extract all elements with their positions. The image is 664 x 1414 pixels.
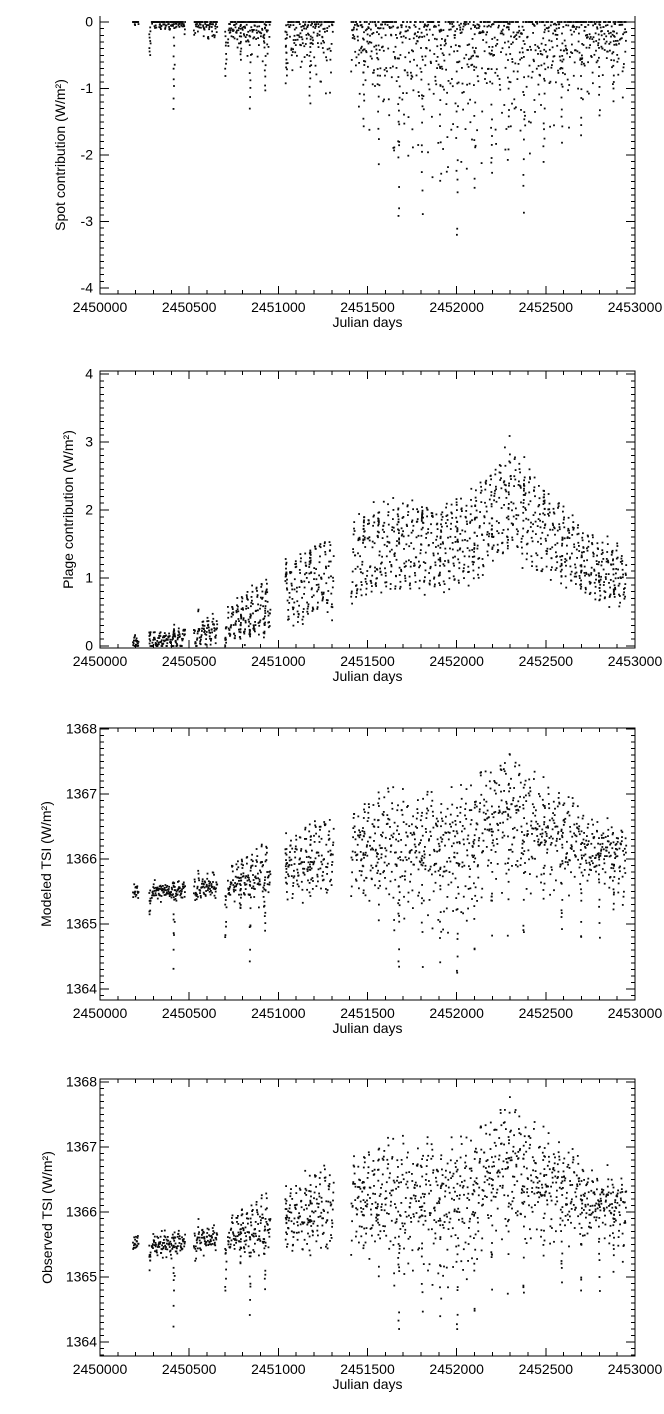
y-tick-label: 1364 xyxy=(66,1334,97,1350)
panel-modeled xyxy=(38,721,662,1037)
y-tick-label: 0 xyxy=(85,14,93,30)
y-axis-title: Modeled TSI (W/m²) xyxy=(38,801,54,927)
y-tick-label: 3 xyxy=(85,434,93,450)
scatter-points-observed xyxy=(132,1096,627,1330)
x-tick-label: 2451500 xyxy=(340,653,395,669)
x-tick-label: 2451000 xyxy=(251,299,306,315)
y-tick-label: 1367 xyxy=(66,1139,97,1155)
x-tick-label: 2453000 xyxy=(608,1005,663,1021)
panel-spot xyxy=(52,14,662,331)
x-tick-label: 2450500 xyxy=(162,1361,217,1377)
x-axis-title: Julian days xyxy=(332,1020,402,1036)
x-tick-label: 2450000 xyxy=(73,1361,128,1377)
x-tick-label: 2452500 xyxy=(519,1005,574,1021)
x-axis-title: Julian days xyxy=(332,1376,402,1392)
y-tick-label: 0 xyxy=(85,638,93,654)
y-tick-label: 1 xyxy=(85,570,93,586)
x-tick-label: 2452000 xyxy=(429,1361,484,1377)
x-tick-label: 2453000 xyxy=(608,1361,663,1377)
tsi-four-panel-figure xyxy=(40,16,664,1398)
x-tick-label: 2450500 xyxy=(162,653,217,669)
ticks xyxy=(100,1079,635,1356)
scatter-points-modeled xyxy=(132,753,627,973)
panel-plage xyxy=(60,366,662,685)
y-tick-label: 1368 xyxy=(66,1074,97,1090)
y-tick-label: 1368 xyxy=(66,721,97,737)
x-tick-label: 2452000 xyxy=(429,653,484,669)
ticks xyxy=(100,728,635,1000)
x-tick-label: 2450500 xyxy=(162,1005,217,1021)
x-tick-label: 2451000 xyxy=(251,1361,306,1377)
axes-frame xyxy=(100,1079,635,1356)
x-tick-label: 2452500 xyxy=(519,1361,574,1377)
y-tick-label: -1 xyxy=(81,80,94,96)
x-tick-label: 2452500 xyxy=(519,653,574,669)
x-tick-label: 2450000 xyxy=(73,653,128,669)
x-tick-label: 2452000 xyxy=(429,299,484,315)
x-axis-title: Julian days xyxy=(332,314,402,330)
y-tick-label: 1366 xyxy=(66,1204,97,1220)
y-tick-label: 1366 xyxy=(66,851,97,867)
y-axis-title: Plage contribution (W/m²) xyxy=(60,430,76,589)
axes-frame xyxy=(100,728,635,1000)
x-tick-label: 2452000 xyxy=(429,1005,484,1021)
y-tick-label: 4 xyxy=(85,366,93,382)
axis-labels xyxy=(38,721,662,1037)
y-axis-title: Observed TSI (W/m²) xyxy=(39,1151,55,1284)
y-tick-label: -4 xyxy=(81,280,94,296)
y-axis-title: Spot contribution (W/m²) xyxy=(52,79,68,231)
scatter-points-plage xyxy=(132,435,627,647)
y-tick-label: 1364 xyxy=(66,981,97,997)
axis-labels xyxy=(39,1074,662,1393)
x-tick-label: 2450000 xyxy=(73,299,128,315)
x-tick-label: 2451500 xyxy=(340,1005,395,1021)
x-tick-label: 2451000 xyxy=(251,653,306,669)
x-tick-label: 2452500 xyxy=(519,299,574,315)
figure-canvas xyxy=(40,16,664,1398)
y-tick-label: 1365 xyxy=(66,916,97,932)
x-tick-label: 2451500 xyxy=(340,299,395,315)
axes-frame xyxy=(100,16,635,294)
x-tick-label: 2451000 xyxy=(251,1005,306,1021)
x-tick-label: 2450500 xyxy=(162,299,217,315)
axis-labels xyxy=(60,366,662,685)
x-tick-label: 2451500 xyxy=(340,1361,395,1377)
x-tick-label: 2453000 xyxy=(608,653,663,669)
scatter-points-spot xyxy=(132,21,627,236)
y-tick-label: 2 xyxy=(85,502,93,518)
ticks xyxy=(100,22,635,294)
y-tick-label: 1365 xyxy=(66,1269,97,1285)
panel-observed xyxy=(39,1074,662,1393)
axis-labels xyxy=(52,14,662,331)
axes-frame xyxy=(100,371,635,648)
y-tick-label: -2 xyxy=(81,147,94,163)
y-tick-label: -3 xyxy=(81,213,94,229)
y-tick-label: 1367 xyxy=(66,786,97,802)
x-tick-label: 2450000 xyxy=(73,1005,128,1021)
x-axis-title: Julian days xyxy=(332,668,402,684)
x-tick-label: 2453000 xyxy=(608,299,663,315)
ticks xyxy=(100,371,635,648)
